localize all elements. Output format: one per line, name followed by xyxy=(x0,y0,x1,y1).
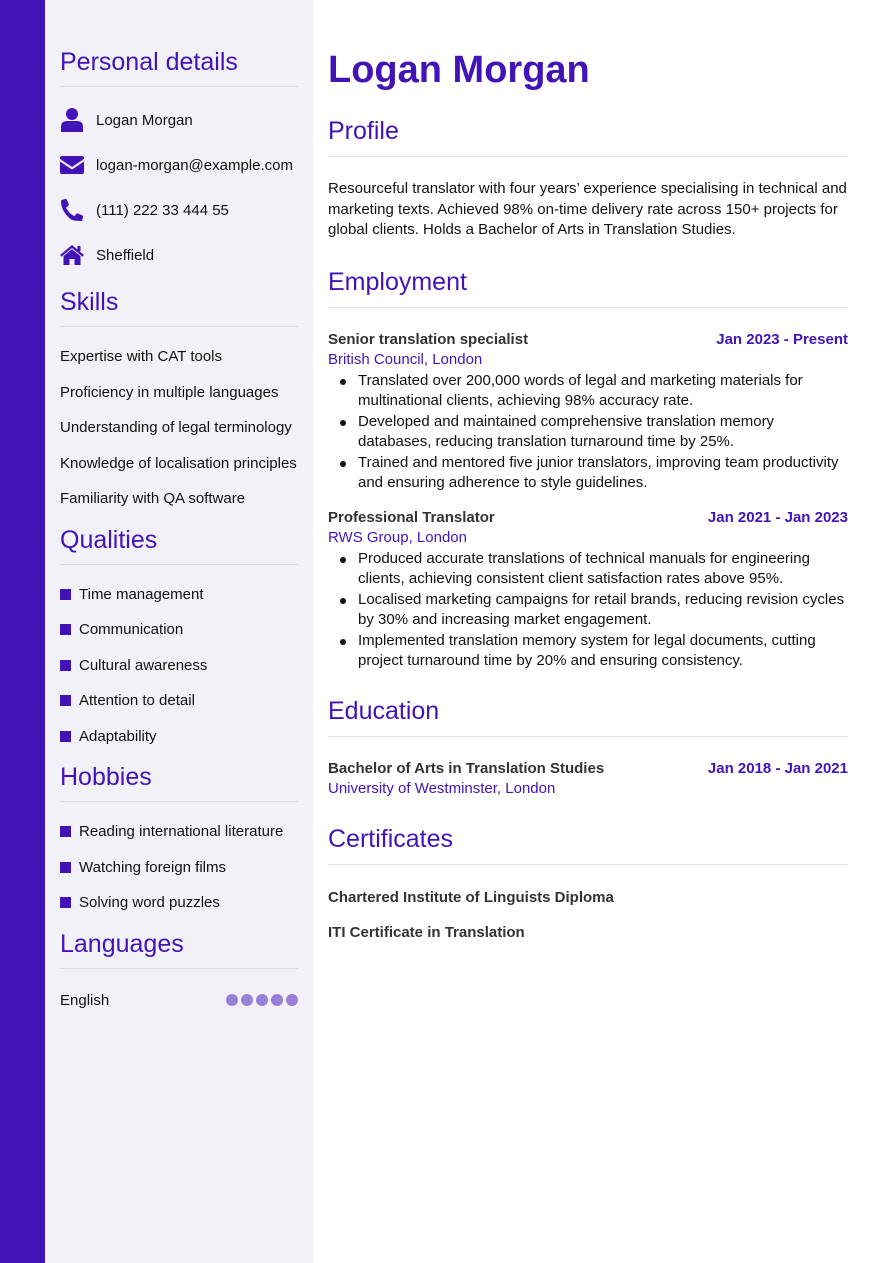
hobby-label: Solving word puzzles xyxy=(79,894,220,911)
job-bullet: Translated over 200,000 words of legal and marketing materials for multinational clients, achieving 98% accuracy rate. xyxy=(328,371,848,412)
education-entry xyxy=(328,759,848,800)
quality-label: Time management xyxy=(79,585,204,603)
certificate-item: ITI Certificate in Translation xyxy=(328,923,525,941)
hobby-label: Reading international literature xyxy=(79,823,284,840)
accent-bar xyxy=(0,0,45,1263)
contact-name-row xyxy=(60,107,298,133)
employment-section xyxy=(328,267,848,672)
job-organization: British Council, London xyxy=(328,351,483,368)
hobby-label: Watching foreign films xyxy=(79,858,226,876)
quality-label: Attention to detail xyxy=(79,692,195,709)
qualities-list xyxy=(60,585,298,746)
hobbies-list xyxy=(60,822,298,912)
job-bullet: Implemented translation memory system for legal documents, cutting project turnaround time by 20% and ensuring consistency. xyxy=(328,631,848,672)
job-entry xyxy=(328,330,848,494)
sidebar xyxy=(45,0,313,1263)
profile-section xyxy=(328,116,848,241)
contact-phone-row xyxy=(60,197,298,223)
square-bullet-icon xyxy=(60,897,71,908)
job-bullets xyxy=(328,371,848,494)
square-bullet-icon xyxy=(60,826,71,837)
contact-email[interactable]: logan-morgan@example.com xyxy=(96,156,293,174)
profile-heading: Profile xyxy=(328,116,848,157)
education-date: Jan 2018 - Jan 2021 xyxy=(707,759,848,777)
skill-item: Knowledge of localisation principles xyxy=(60,454,297,472)
quality-label: Communication xyxy=(79,621,184,638)
job-header xyxy=(328,330,848,351)
envelope-icon xyxy=(60,153,84,177)
hobby-item xyxy=(60,858,298,877)
phone-icon xyxy=(60,198,84,222)
job-bullet: Trained and mentored five junior translators, improving team productivity and ensuring adherence to style guidelines. xyxy=(328,453,848,494)
level-dot xyxy=(226,994,238,1006)
job-header xyxy=(328,508,848,529)
skill-item: Expertise with CAT tools xyxy=(60,348,223,365)
level-dot xyxy=(241,994,253,1006)
skills-list xyxy=(60,347,298,508)
main-content xyxy=(313,0,893,1263)
level-dot xyxy=(286,994,298,1006)
contact-email-row xyxy=(60,152,298,178)
profile-text: Resourceful translator with four years’ experience specialising in technical and marketing texts. Achieved 98% on-time delivery rate across 150+ projects for global clients. Holds a Bachelor of Arts in Translation Studies. xyxy=(328,180,847,238)
square-bullet-icon xyxy=(60,660,71,671)
level-dot xyxy=(256,994,268,1006)
hobbies-section xyxy=(60,762,298,912)
personal-details-section xyxy=(60,0,298,268)
contact-city: Sheffield xyxy=(96,246,155,264)
skill-item: Understanding of legal terminology xyxy=(60,419,292,436)
certificates-heading: Certificates xyxy=(328,824,848,865)
hobby-item xyxy=(60,893,298,912)
job-bullet: Developed and maintained comprehensive translation memory databases, reducing translation turnaround time by 25%. xyxy=(328,412,848,453)
skills-heading: Skills xyxy=(60,287,298,327)
job-date: Jan 2023 - Present xyxy=(716,330,848,348)
square-bullet-icon xyxy=(60,862,71,873)
quality-item xyxy=(60,620,298,639)
skills-section xyxy=(60,287,298,508)
job-date: Jan 2021 - Jan 2023 xyxy=(707,508,848,526)
job-bullet: Localised marketing campaigns for retail brands, reducing revision cycles by 30% and increasing market engagement. xyxy=(328,590,848,631)
level-dot xyxy=(271,994,283,1006)
certificates-section xyxy=(328,824,848,943)
languages-section xyxy=(60,929,298,1010)
job-organization: RWS Group, London xyxy=(328,529,467,546)
job-entry xyxy=(328,508,848,672)
job-title: Senior translation specialist xyxy=(328,330,529,348)
person-icon xyxy=(60,108,84,132)
job-bullets xyxy=(328,549,848,672)
job-bullet: Produced accurate translations of technical manuals for engineering clients, achieving consistent client satisfaction rates above 95%. xyxy=(328,549,848,590)
quality-item xyxy=(60,585,298,604)
language-row xyxy=(60,991,298,1010)
skill-item: Proficiency in multiple languages xyxy=(60,383,279,401)
certificate-item: Chartered Institute of Linguists Diploma xyxy=(328,888,614,906)
quality-item xyxy=(60,727,298,746)
contact-name: Logan Morgan xyxy=(96,111,193,129)
qualities-section xyxy=(60,525,298,746)
personal-details-heading: Personal details xyxy=(60,47,298,87)
quality-item xyxy=(60,656,298,675)
skill-item: Familiarity with QA software xyxy=(60,490,246,507)
contact-city-row xyxy=(60,242,298,268)
square-bullet-icon xyxy=(60,731,71,742)
education-heading: Education xyxy=(328,696,848,737)
square-bullet-icon xyxy=(60,624,71,635)
home-icon xyxy=(60,243,84,267)
degree-title: Bachelor of Arts in Translation Studies xyxy=(328,759,605,777)
candidate-name: Logan Morgan xyxy=(328,49,590,91)
square-bullet-icon xyxy=(60,589,71,600)
job-title: Professional Translator xyxy=(328,508,495,526)
languages-heading: Languages xyxy=(60,929,298,969)
contact-list xyxy=(60,107,298,268)
qualities-heading: Qualities xyxy=(60,525,298,565)
language-level-dots xyxy=(226,994,298,1006)
education-institution: University of Westminster, London xyxy=(328,780,556,797)
quality-label: Adaptability xyxy=(79,727,157,745)
employment-heading: Employment xyxy=(328,267,848,308)
quality-label: Cultural awareness xyxy=(79,656,208,674)
contact-phone: (111) 222 33 444 55 xyxy=(96,201,229,219)
square-bullet-icon xyxy=(60,695,71,706)
hobbies-heading: Hobbies xyxy=(60,762,298,802)
education-section xyxy=(328,696,848,800)
language-name: English xyxy=(60,991,110,1009)
hobby-item xyxy=(60,822,298,841)
education-header xyxy=(328,759,848,780)
quality-item xyxy=(60,691,298,710)
